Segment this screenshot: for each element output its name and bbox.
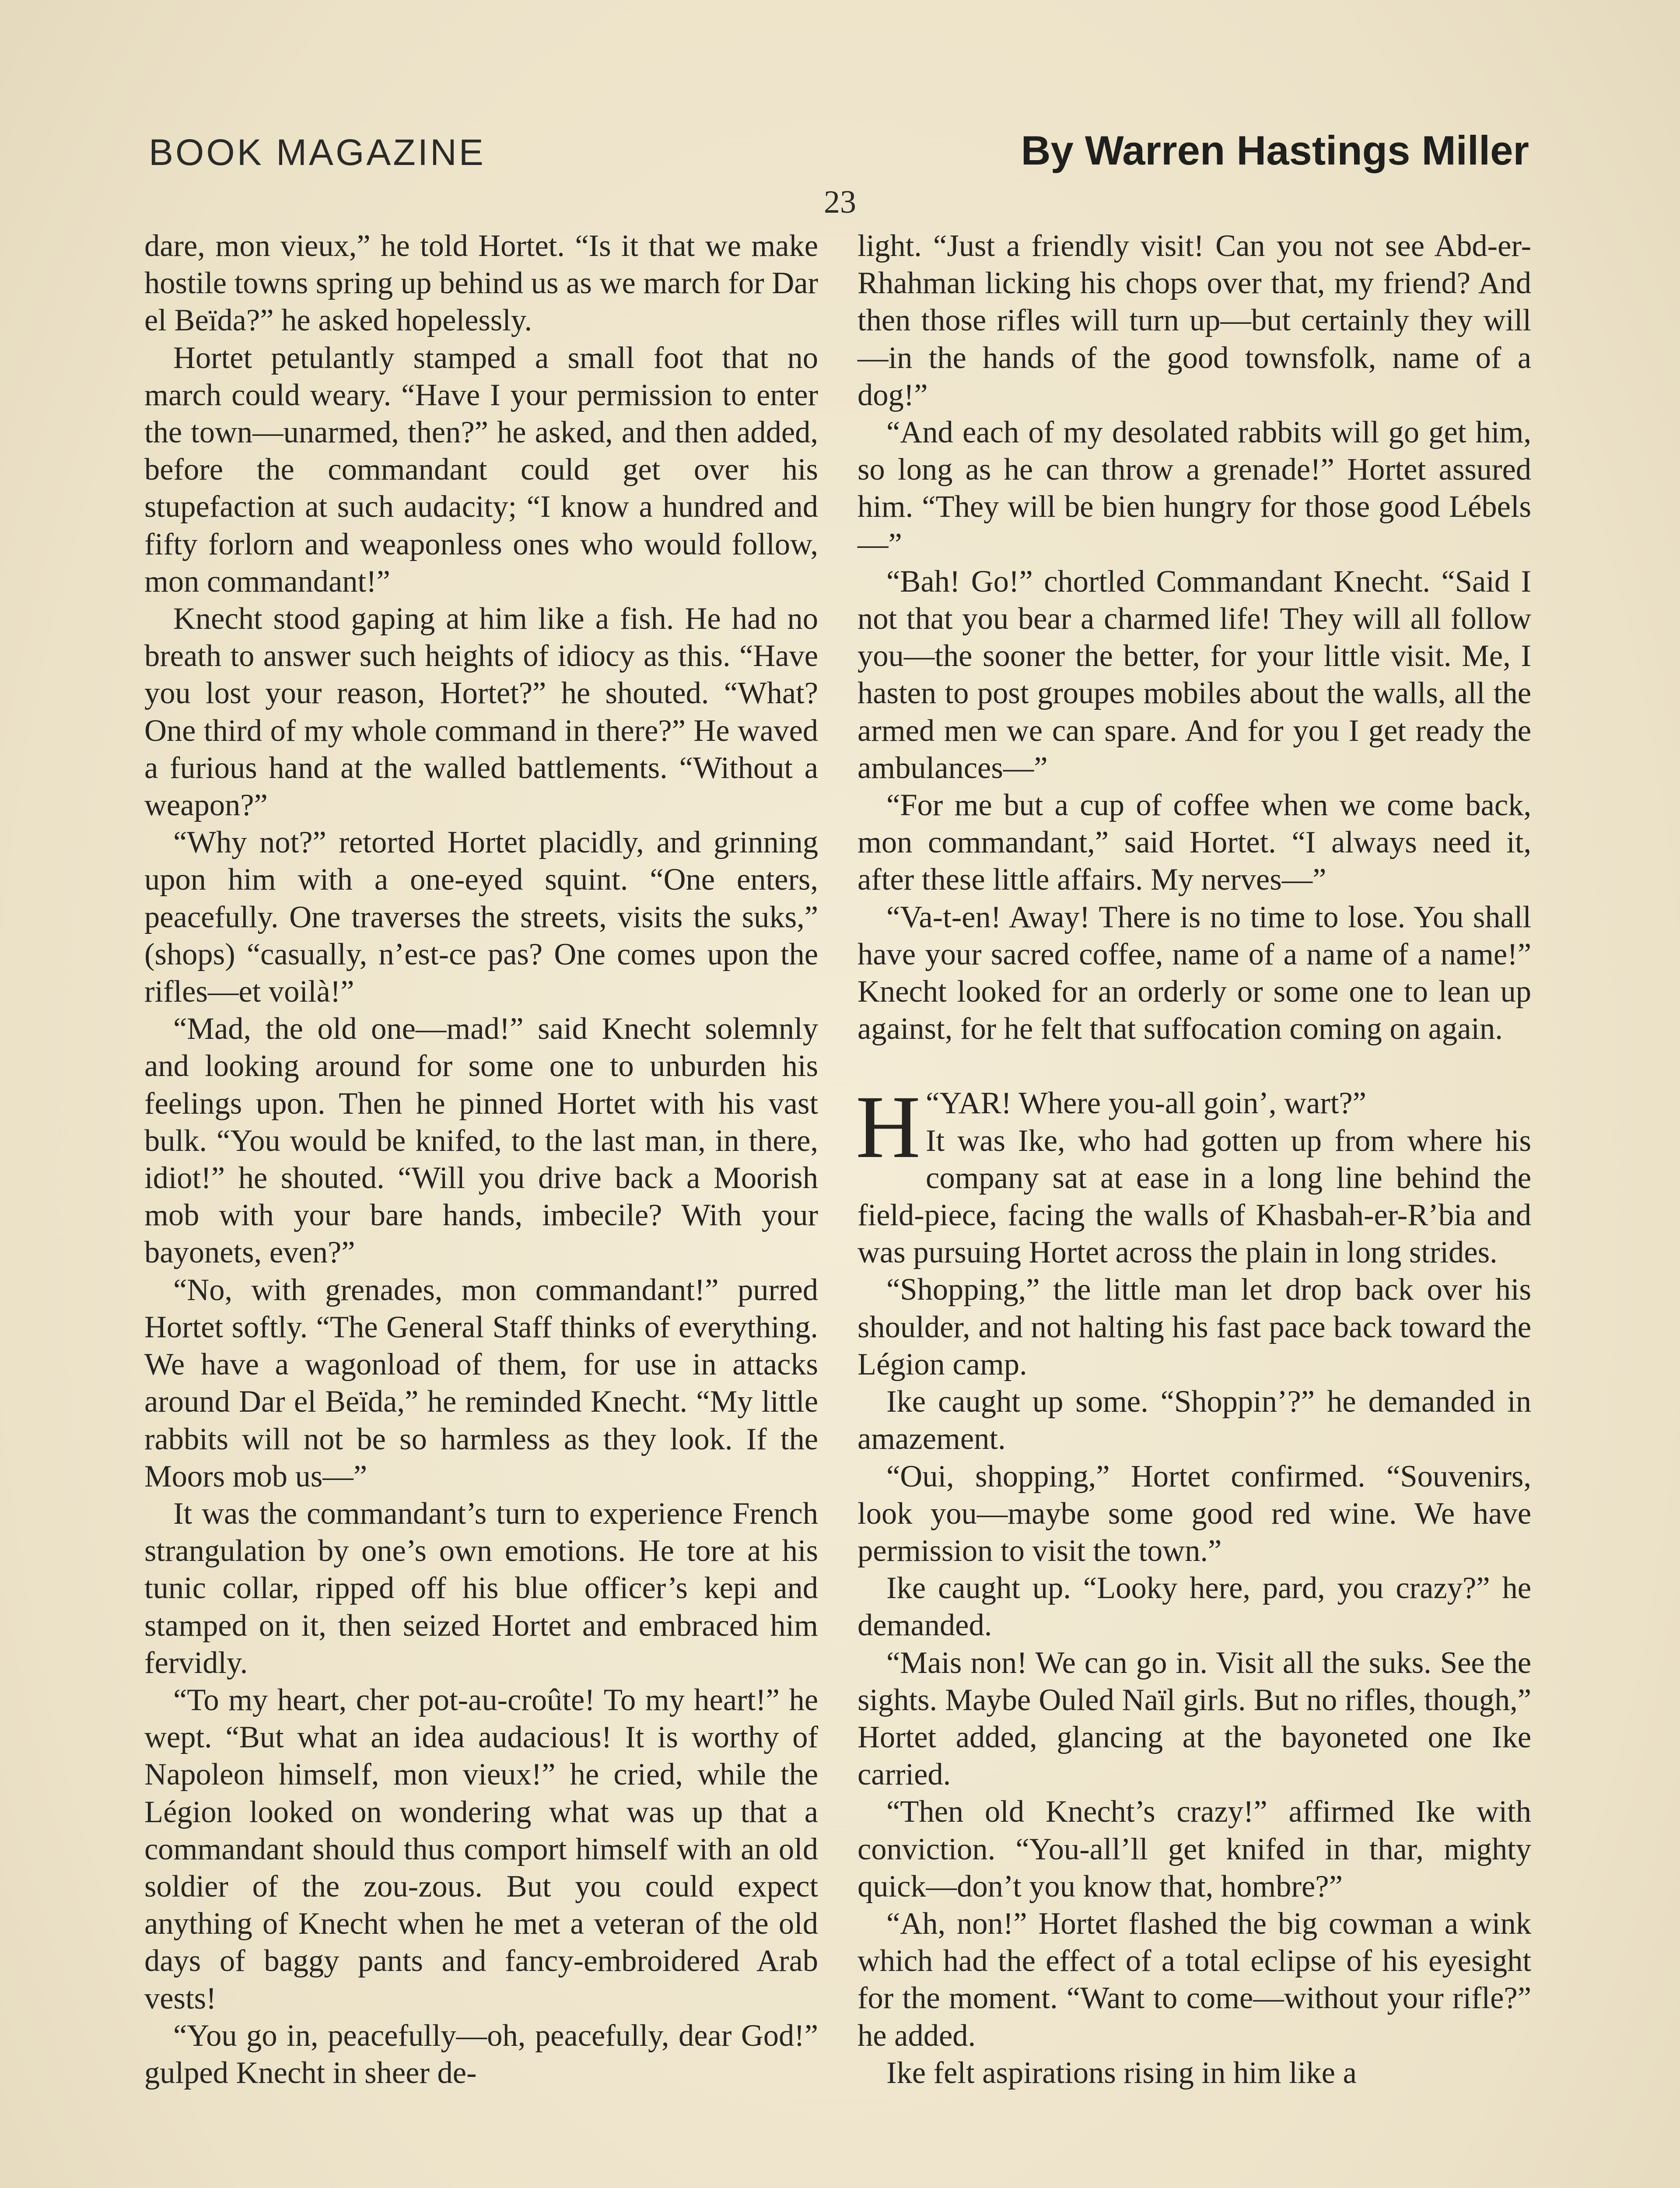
right-column <box>858 228 1531 2092</box>
paragraph: Knecht stood gaping at him like a fish. He had no breath to answer such heights of idiocy as this. “Have you lost your reason, Hortet?” he shouted. “What? One third of my whole command in there?” He waved a furious hand at the walled battlements. “Without a weapon?” <box>144 602 818 823</box>
paragraph: Ike caught up. “Looky here, pard, you crazy?” he demanded. <box>858 1571 1531 1643</box>
paragraph: “No, with grenades, mon commandant!” purred Hortet softly. “The General Staff thinks of everything. We have a wagonload of them, for use in attacks around Dar el Beïda,” he reminded Knecht. “My little rabbits will not be so harmless as they look. If the Moors mob us—” <box>144 1273 818 1494</box>
section-first-line: YAR! Where you-all goin’, wart?” <box>939 1086 1366 1121</box>
paragraph: “For me but a cup of coffee when we come back, mon commandant,” said Hortet. “I always need it, after these little affairs. My nerves—” <box>858 788 1531 897</box>
drop-cap: H <box>856 1077 921 1177</box>
open-quote: “ <box>926 1086 940 1121</box>
paragraph: “And each of my desolated rabbits will go get him, so long as he can throw a grenade!” Hortet assured him. “They will be bien hungry for those good Lébels—” <box>858 415 1531 561</box>
paragraph: It was the commandant’s turn to experience French strangulation by one’s own emotions. He tore at his tunic collar, ripped off his blue officer’s kepi and stamped on it, then seized Hortet and embraced him fervidly. <box>144 1496 818 1680</box>
paragraph: Hortet petulantly stamped a small foot that no march could weary. “Have I your permission to enter the town—unarmed, then?” he asked, and then added, before the commandant could get over his stupefaction at such audacity; “I know a hundred and fifty forlorn and weaponless ones who would follow, mon commandant!” <box>144 340 818 599</box>
paragraph: “Why not?” retorted Hortet placidly, and grinning upon him with a one-eyed squint. “One enters, peacefully. One traverses the streets, visits the suks,” (shops) “casually, n’est-ce pas? One comes upon the rifles—et voilà!” <box>144 825 818 1009</box>
paragraph: “Va-t-en! Away! There is no time to lose. You shall have your sacred coffee, name of a name of a name!” Knecht looked for an orderly or some one to lean up against, for he felt that suffocation coming on again. <box>858 900 1531 1046</box>
paragraph: “Mais non! We can go in. Visit all the suks. See the sights. Maybe Ouled Naïl girls. But no rifles, though,” Hortet added, glancing at the bayoneted one Ike carried. <box>858 1645 1531 1792</box>
paragraph: dare, mon vieux,” he told Hortet. “Is it that we make hostile towns spring up behind us as we march for Dar el Beïda?” he asked hopelessly. <box>144 229 818 338</box>
section-first-paragraph: It was Ike, who had gotten up from where his company sat at ease in a long line behind the field-piece, facing the walls of Khasbah-er-R’bia and was pursuing Hortet across the plain in long strides. <box>858 1123 1531 1270</box>
paragraph: light. “Just a friendly visit! Can you not see Abd-er-Rhahman licking his chops over that, my friend? And then those rifles will turn up—but certainly they will—in the hands of the good townsfolk, name of a dog!” <box>858 229 1531 412</box>
paragraph: Ike felt aspirations rising in him like a <box>886 2055 1357 2090</box>
left-column <box>144 228 818 2092</box>
paragraph: “Oui, shopping,” Hortet confirmed. “Souvenirs, look you—maybe some good red wine. We have permission to visit the town.” <box>858 1459 1531 1568</box>
magazine-title: BOOK MAGAZINE <box>149 132 486 173</box>
paragraph: “Ah, non!” Hortet flashed the big cowman a wink which had the effect of a total eclipse of his eyesight for the moment. “Want to come—without your rifle?” he added. <box>858 1906 1531 2053</box>
paragraph: “You go in, peacefully—oh, peacefully, dear God!” gulped Knecht in sheer de- <box>144 2018 818 2090</box>
paragraph: “To my heart, cher pot-au-croûte! To my heart!” he wept. “But what an idea audacious! It is worthy of Napoleon himself, mon vieux!” he cried, while the Légion looked on wondering what was up that a commandant should thus comport himself with an old soldier of the zou-zous. But you could expect anything of Knecht when he met a veteran of the old days of baggy pants and fancy-embroidered Arab vests! <box>144 1683 818 2016</box>
paragraph: “Mad, the old one—mad!” said Knecht solemnly and looking around for some one to unburden his feelings upon. Then he pinned Hortet with his vast bulk. “You would be knifed, to the last man, in there, idiot!” he shouted. “Will you drive back a Moorish mob with your bare hands, imbecile? With your bayonets, even?” <box>144 1012 818 1270</box>
paragraph: “Bah! Go!” chortled Commandant Knecht. “Said I not that you bear a charmed life! They will all follow you—the sooner the better, for your little visit. Me, I hasten to post groupes mobiles about the walls, all the armed men we can spare. And for you I get ready the ambulances—” <box>858 564 1531 785</box>
page-number: 23 <box>824 184 856 220</box>
paragraph: “Shopping,” the little man let drop back over his shoulder, and not halting his fast pace back toward the Légion camp. <box>858 1273 1531 1382</box>
paragraph: Ike caught up some. “Shoppin’?” he demanded in amazement. <box>858 1385 1531 1456</box>
section-opening-paragraph <box>856 1077 1531 1271</box>
author-byline: By Warren Hastings Miller <box>1021 127 1529 173</box>
paragraph: “Then old Knecht’s crazy!” affirmed Ike with conviction. “You-all’ll get knifed in thar, mighty quick—don’t you know that, hombre?” <box>858 1795 1531 1904</box>
